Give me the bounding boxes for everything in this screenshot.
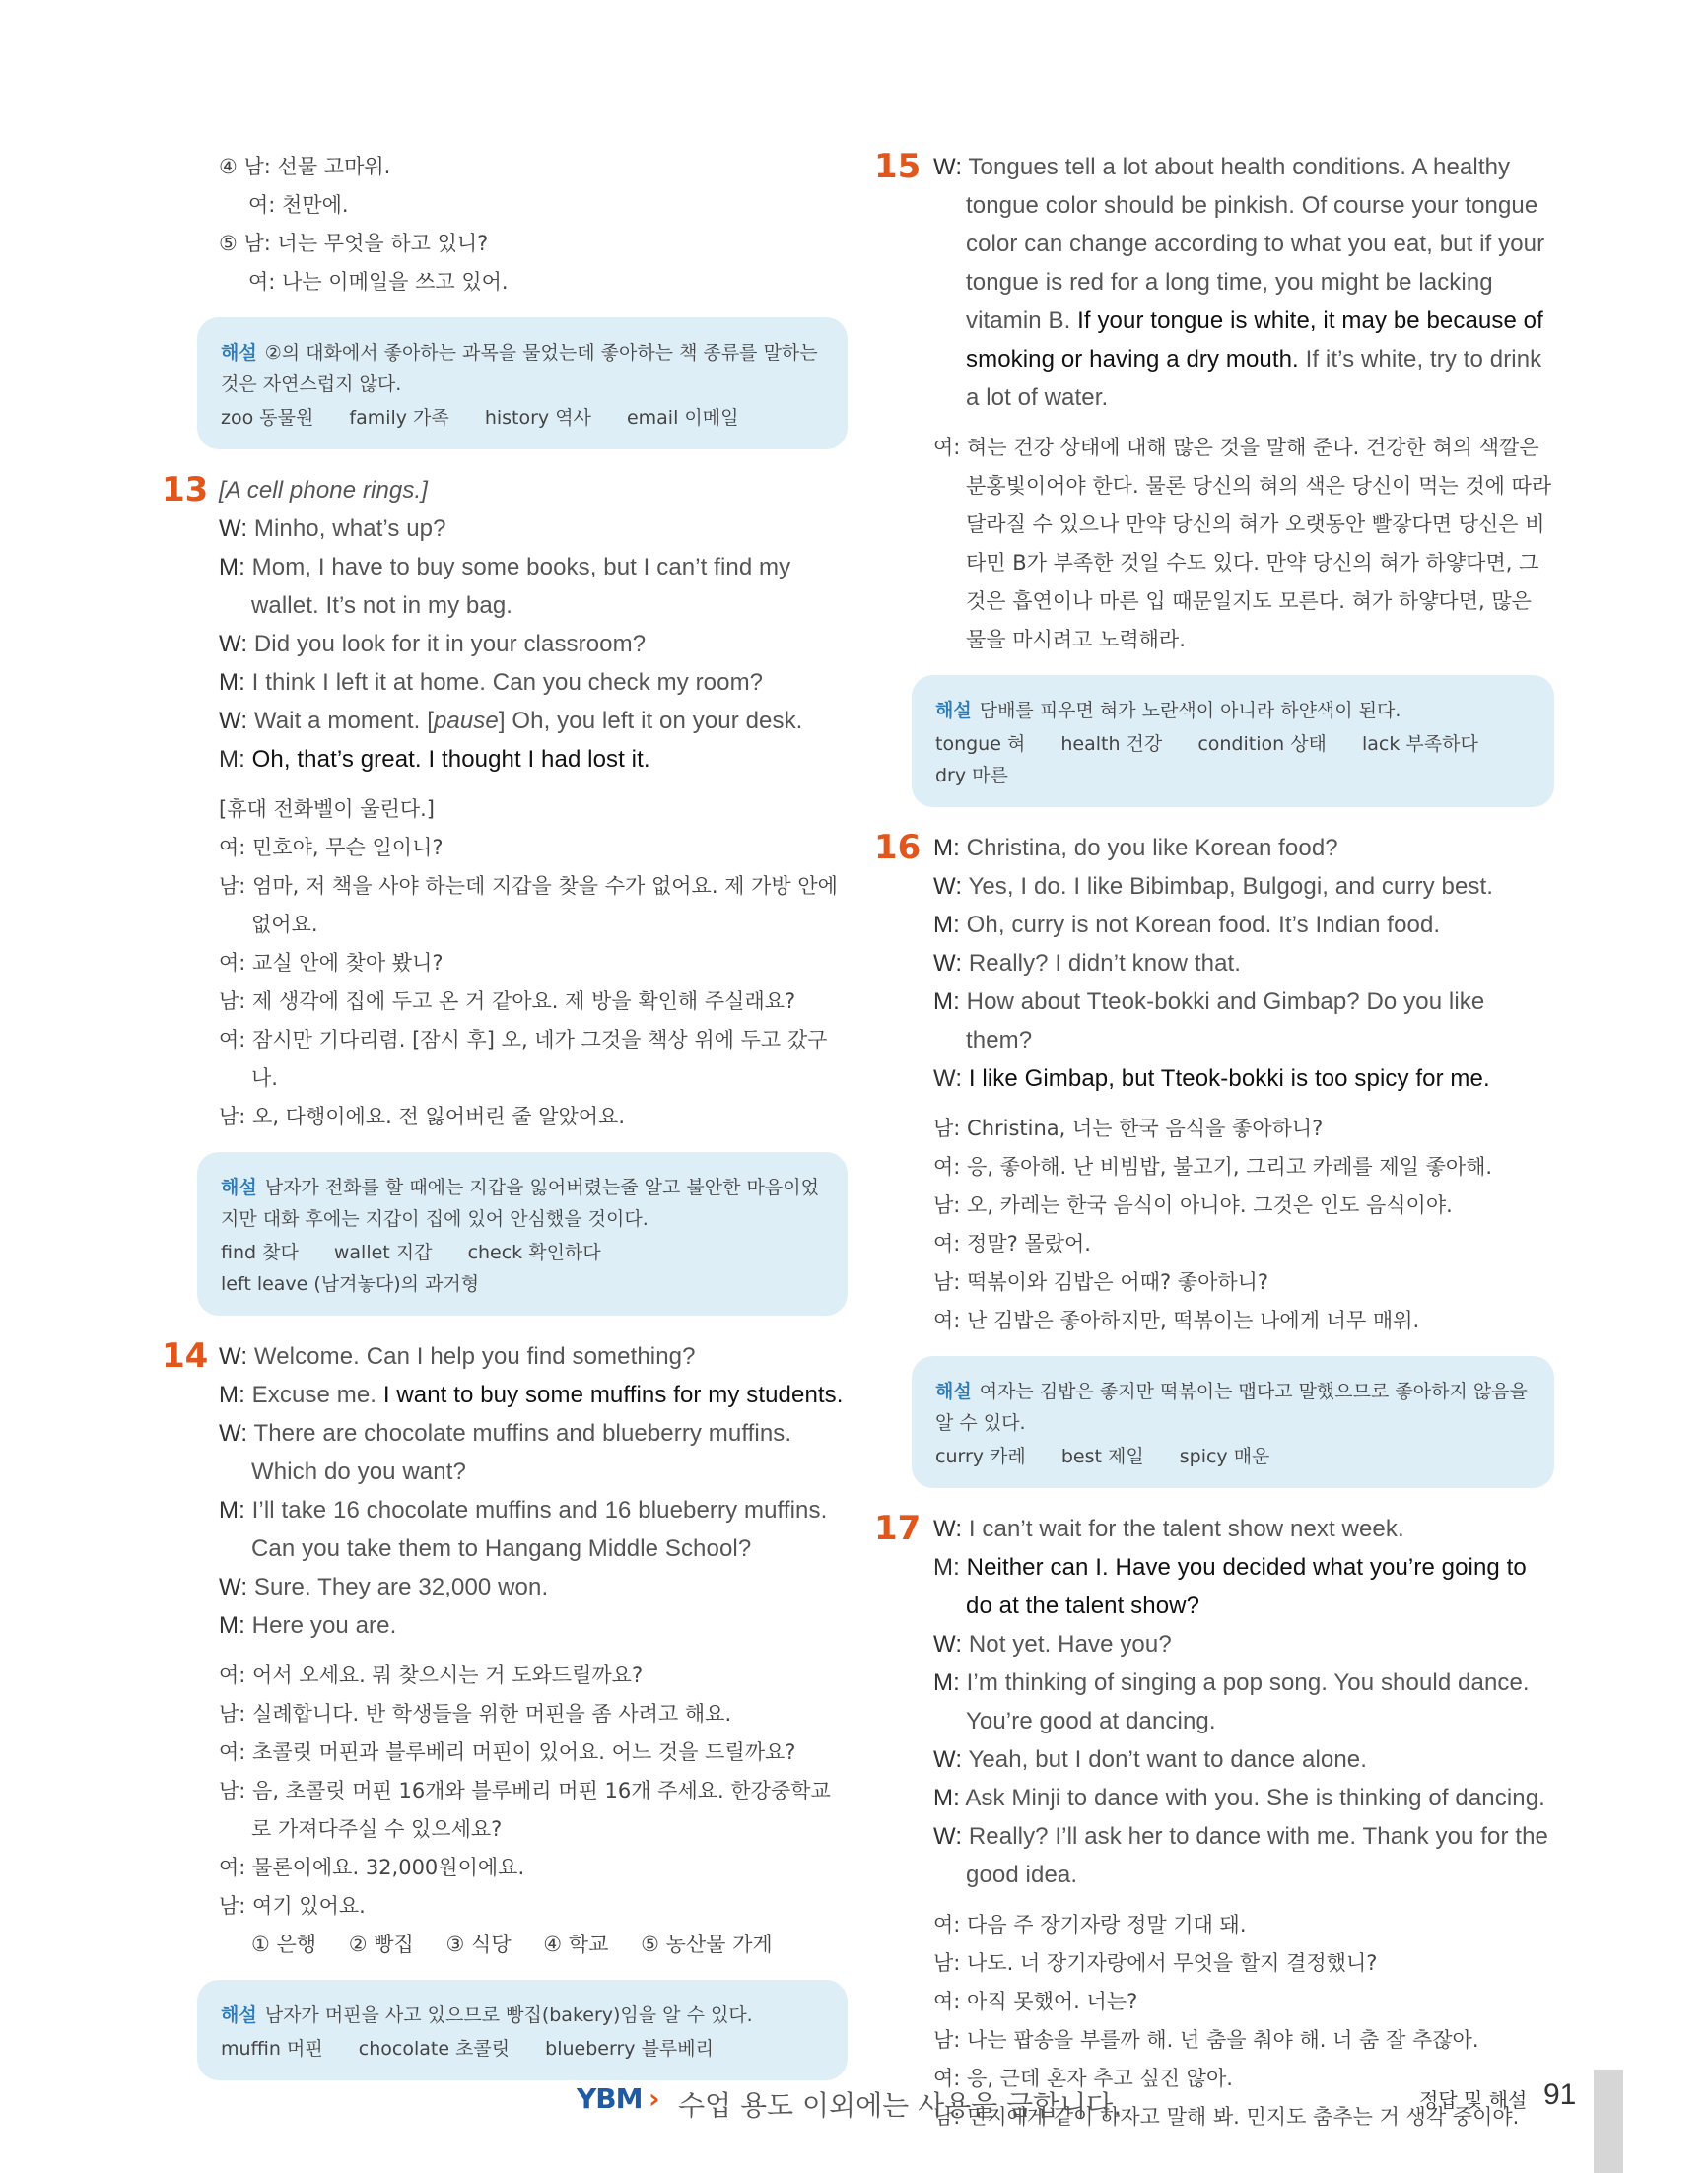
dialogue-line [933, 1510, 1554, 1548]
dialogue-line [933, 944, 1554, 983]
dialogue-line [219, 1568, 848, 1606]
explanation-box-13 [197, 1152, 848, 1316]
speaker-label: W: [219, 1343, 248, 1370]
dialogue-text: I’m thinking of singing a pop song. You should dance. You’re good at dancing. [966, 1669, 1530, 1734]
ybm-logo: YBM [577, 2082, 643, 2115]
q12-continuation [158, 148, 848, 302]
vocab-item: best 제일 [1060, 1446, 1144, 1467]
dialogue-line [933, 1779, 1554, 1817]
korean-line: 남: 오, 카레는 한국 음식이 아니야. 그것은 인도 음식이야. [933, 1193, 1453, 1217]
page-footer [0, 2065, 1708, 2124]
korean-line: ⑤ 남: 너는 무엇을 하고 있니? [219, 232, 489, 255]
stage-direction-inline: pause [433, 708, 499, 734]
question-number: 17 [874, 1509, 922, 1548]
speaker-label: W: [933, 1065, 963, 1092]
dialogue-text: Yes, I do. I like Bibimbap, Bulgogi, and curry best. [968, 873, 1494, 900]
dialogue-text: Sure. They are 32,000 won. [253, 1574, 549, 1600]
speaker-label: W: [933, 1631, 963, 1658]
dialogue-text: Minho, what’s up? [253, 515, 446, 542]
dialogue-line [933, 983, 1554, 1059]
speaker-label: M: [933, 912, 960, 938]
dialogue-line [219, 1606, 848, 1645]
vocab-item: muffin 머핀 [221, 2038, 323, 2060]
vocab-item: lack 부족하다 [1361, 733, 1478, 755]
explanation-tag: 해설 [935, 700, 972, 721]
question-number: 14 [162, 1336, 209, 1376]
korean-line: 여: 잠시만 기다리렴. [잠시 후] 오, 네가 그것을 책상 위에 두고 갔구나. [219, 1028, 828, 1090]
choice: ③ 식당 [445, 1933, 512, 1956]
dialogue-line [933, 1664, 1554, 1740]
vocab-item: family 가족 [349, 407, 449, 429]
choice: ④ 학교 [543, 1933, 609, 1956]
korean-line: 여: 응, 좋아해. 난 비빔밥, 불고기, 그리고 카레를 제일 좋아해. [933, 1155, 1493, 1179]
dialogue-text: Ask Minji to dance with you. She is thinking of dancing. [965, 1785, 1545, 1811]
korean-line: 남: 민지에게 같이 하자고 말해 봐. 민지도 춤추는 거 생각 중이야. [933, 2105, 1520, 2129]
vocab-list [935, 1441, 1531, 1472]
dialogue-text: Christina, do you like Korean food? [966, 835, 1338, 861]
speaker-label: W: [933, 1746, 963, 1773]
vocab-item: zoo 동물원 [221, 407, 314, 429]
dialogue-text: I think I left it at home. Can you check my room? [251, 669, 764, 696]
korean-line: 여: 나는 이메일을 쓰고 있어. [248, 270, 509, 294]
korean-line: 여: 교실 안에 찾아 봤니? [219, 951, 444, 975]
korean-line: 여: 응, 근데 혼자 추고 싶진 않아. [933, 2067, 1233, 2090]
korean-translation [219, 790, 848, 1136]
vocab-list [221, 2033, 824, 2065]
dialogue-text: Mom, I have to buy some books, but I can’t find my wallet. It’s not in my bag. [251, 554, 791, 619]
korean-line: [휴대 전화벨이 울린다.] [219, 797, 435, 821]
speaker-label: W: [933, 1823, 963, 1850]
speaker-label: W: [219, 1574, 248, 1600]
korean-line: 여: 민호야, 무슨 일이니? [219, 836, 444, 859]
explanation-tag: 해설 [221, 1177, 257, 1198]
dialogue-text: Wait a moment. [pause] Oh, you left it on your desk. [253, 708, 803, 734]
vocab-item: wallet 지갑 [333, 1242, 433, 1263]
korean-translation [933, 1110, 1554, 1340]
explanation-box-12 [197, 317, 848, 449]
explanation-text: 남자가 머핀을 사고 있으므로 빵집(bakery)임을 알 수 있다. [264, 2004, 753, 2026]
dialogue-line [219, 1337, 848, 1376]
question-17 [864, 1510, 1554, 2137]
stage-direction-text: [A cell phone rings.] [219, 477, 428, 504]
speaker-label: M: [219, 554, 245, 580]
dialogue-text: Did you look for it in your classroom? [253, 631, 647, 657]
speaker-label: M: [219, 1612, 245, 1639]
speaker-label: W: [219, 515, 248, 542]
korean-line: 여: 물론이에요. 32,000원이에요. [219, 1856, 525, 1879]
dialogue-text: Oh, curry is not Korean food. It’s Indian food. [966, 912, 1441, 938]
vocab-item: email 이메일 [626, 407, 739, 429]
dialogue-line [933, 867, 1554, 906]
speaker-label: M: [219, 746, 245, 773]
speaker-label: M: [219, 1497, 245, 1524]
korean-line: 여: 혀는 건강 상태에 대해 많은 것을 말해 준다. 건강한 혀의 색깔은 분홍빛이어야 한다. 물론 당신의 혀의 색은 당신이 먹는 것에 따라 달라질 수 있으나 만약 당신의 혀가 오랫동안 빨갛다면 당신은 비타민 B가 부족한 것일 수도 있다. 만약 당신의 혀가 하얗다면, 그것은 흡연이나 마른 입 때문일지도 모른다. 혀가 하얗다면, 많은 물을 마시려고 노력해라. [933, 436, 1552, 651]
left-column [158, 148, 848, 2102]
chevron-right-icon: › [649, 2082, 660, 2115]
korean-line: 여: 정말? 몰랐어. [933, 1232, 1091, 1256]
dialogue-emphasis: Neither can I. Have you decided what you’re going to do at the talent show? [966, 1554, 1527, 1619]
dialogue-line [933, 1740, 1554, 1779]
question-13 [158, 471, 848, 1316]
dialogue-emphasis: I want to buy some muffins for my students. [382, 1382, 844, 1408]
dialogue-line [933, 1548, 1554, 1625]
dialogue-text: Excuse me. [251, 1382, 383, 1408]
explanation-box-15 [912, 675, 1554, 807]
dialogue-line [933, 1817, 1554, 1894]
choice: ⑤ 농산물 가게 [641, 1933, 773, 1956]
vocab-item: dry 마른 [935, 765, 1008, 786]
dialogue-text: Welcome. Can I help you find something? [253, 1343, 696, 1370]
korean-line: 여: 천만에. [248, 193, 349, 217]
korean-line: 남: 나도. 너 장기자랑에서 무엇을 할지 결정했니? [933, 1951, 1378, 1975]
speaker-label: W: [219, 708, 248, 734]
stage-direction [219, 471, 848, 509]
korean-line: 남: 오, 다행이에요. 전 잃어버린 줄 알았어요. [219, 1105, 626, 1128]
dialogue-line [219, 625, 848, 663]
explanation-box-16 [912, 1356, 1554, 1488]
korean-line: 여: 어서 오세요. 뭐 찾으시는 거 도와드릴까요? [219, 1664, 644, 1687]
korean-line: 남: 음, 초콜릿 머핀 16개와 블루베리 머핀 16개 주세요. 한강중학교로 가져다주실 수 있으세요? [219, 1779, 831, 1841]
dialogue-text: How about Tteok-bokki and Gimbap? Do you like them? [966, 988, 1485, 1053]
explanation-text: ②의 대화에서 좋아하는 과목을 물었는데 좋아하는 책 종류를 말하는 것은 자연스럽지 않다. [221, 342, 818, 395]
explanation-text: 여자는 김밥은 좋지만 떡볶이는 맵다고 말했으므로 좋아하지 않음을 알 수 있다. [935, 1381, 1528, 1434]
right-column [864, 148, 1554, 2137]
speaker-label: M: [219, 1382, 245, 1408]
monologue-emphasis: If your tongue is white, it may be because of smoking or having a dry mouth. [966, 307, 1543, 373]
korean-line: 남: 엄마, 저 책을 사야 하는데 지갑을 찾을 수가 없어요. 제 가방 안에 없어요. [219, 874, 838, 936]
vocab-item: chocolate 초콜릿 [358, 2038, 511, 2060]
korean-line: 남: 제 생각에 집에 두고 온 거 같아요. 제 방을 확인해 주실래요? [219, 989, 796, 1013]
speaker-label: W: [933, 873, 963, 900]
question-16 [864, 829, 1554, 1488]
vocab-item: condition 상태 [1197, 733, 1327, 755]
dialogue-line [933, 906, 1554, 944]
dialogue-line [933, 829, 1554, 867]
explanation-tag: 해설 [221, 2004, 257, 2026]
speaker-label: M: [933, 1669, 960, 1696]
speaker-label: M: [219, 669, 245, 696]
question-number: 16 [874, 828, 922, 867]
korean-line: 남: 떡볶이와 김밥은 어때? 좋아하니? [933, 1270, 1269, 1294]
answer-choices [219, 1926, 848, 1964]
speaker-label: M: [933, 988, 960, 1015]
korean-translation [219, 1657, 848, 1926]
korean-line: 여: 난 김밥은 좋아하지만, 떡볶이는 나에게 너무 매워. [933, 1309, 1420, 1332]
monologue-text: Tongues tell a lot about health conditions. A healthy tongue color should be pinkish. Of course your tongue color can change according to what you eat, but if your tongue is red for a long time, you might be lacking vitamin B. [966, 154, 1545, 334]
choice: ② 빵집 [348, 1933, 414, 1956]
page-edge-tab [1594, 2070, 1623, 2173]
monologue [933, 148, 1554, 417]
speaker-label: M: [933, 835, 960, 861]
question-15 [864, 148, 1554, 807]
dialogue-text: Not yet. Have you? [968, 1631, 1172, 1658]
korean-line: 여: 다음 주 장기자랑 정말 기대 돼. [933, 1913, 1247, 1936]
dialogue-text: There are chocolate muffins and blueberry muffins. Which do you want? [251, 1420, 792, 1485]
vocab-item: tongue 혀 [935, 733, 1026, 755]
korean-line: 남: Christina, 너는 한국 음식을 좋아하니? [933, 1117, 1324, 1140]
dialogue-text: Oh, that’s great. I thought I had lost it. [251, 746, 650, 773]
korean-line: ④ 남: 선물 고마워. [219, 155, 391, 178]
question-number: 13 [162, 470, 209, 509]
dialogue-text: Really? I’ll ask her to dance with me. Thank you for the good idea. [966, 1823, 1548, 1888]
vocab-item: find 찾다 [221, 1242, 299, 1263]
dialogue-line [219, 1414, 848, 1491]
section-label: 정답 및 해설 [1419, 2088, 1528, 2112]
dialogue-text: Yeah, but I don’t want to dance alone. [968, 1746, 1367, 1773]
question-14 [158, 1337, 848, 2080]
speaker-label: W: [933, 1516, 963, 1542]
dialogue-text: Really? I didn’t know that. [968, 950, 1242, 977]
question-number: 15 [874, 147, 922, 186]
monologue-text: If it’s white, try to drink a lot of water. [966, 346, 1542, 411]
korean-line: 여: 초콜릿 머핀과 블루베리 머핀이 있어요. 어느 것을 드릴까요? [219, 1740, 796, 1764]
vocab-list [935, 728, 1531, 791]
dialogue-line [933, 1059, 1554, 1098]
explanation-text: 남자가 전화를 할 때에는 지갑을 잃어버렸는줄 알고 불안한 마음이었지만 대화 후에는 지갑이 집에 있어 안심했을 것이다. [221, 1177, 819, 1230]
vocab-list [221, 402, 824, 434]
korean-line: 남: 여기 있어요. [219, 1894, 366, 1918]
dialogue-text: Here you are. [251, 1612, 397, 1639]
explanation-text: 담배를 피우면 혀가 노란색이 아니라 하얀색이 된다. [979, 700, 1401, 721]
speaker-label: W: [219, 1420, 248, 1447]
vocab-item: blueberry 블루베리 [545, 2038, 714, 2060]
dialogue-line [219, 509, 848, 548]
speaker-label: W: [933, 950, 963, 977]
explanation-tag: 해설 [221, 342, 257, 364]
dialogue-text: I can’t wait for the talent show next week. [968, 1516, 1404, 1542]
korean-line: 남: 실례합니다. 반 학생들을 위한 머핀을 좀 사려고 해요. [219, 1702, 732, 1726]
choice: ① 은행 [251, 1933, 317, 1956]
dialogue-emphasis: I like Gimbap, but Tteok-bokki is too spicy for me. [968, 1065, 1490, 1092]
explanation-tag: 해설 [935, 1381, 972, 1402]
dialogue-line [219, 663, 848, 702]
speaker-label: W: [219, 631, 248, 657]
vocab-item: left leave (남겨놓다)의 과거형 [221, 1273, 480, 1295]
vocab-list [221, 1237, 824, 1300]
speaker-label: M: [933, 1554, 960, 1581]
vocab-item: history 역사 [484, 407, 591, 429]
korean-translation [933, 429, 1554, 659]
dialogue-line [933, 1625, 1554, 1664]
vocab-item: curry 카레 [935, 1446, 1026, 1467]
speaker-label: M: [933, 1785, 960, 1811]
dialogue-line [219, 1491, 848, 1568]
vocab-item: check 확인하다 [467, 1242, 601, 1263]
dialogue-line [219, 1376, 848, 1414]
page-number: 91 [1543, 2078, 1577, 2111]
vocab-item: health 건강 [1060, 733, 1163, 755]
speaker-label: W: [933, 154, 963, 180]
vocab-item: spicy 매운 [1179, 1446, 1270, 1467]
dialogue-text: I’ll take 16 chocolate muffins and 16 blueberry muffins. Can you take them to Hangang Middle School? [251, 1497, 828, 1562]
dialogue-line [219, 740, 848, 779]
korean-line: 남: 나는 팝송을 부를까 해. 넌 춤을 춰야 해. 너 춤 잘 추잖아. [933, 2028, 1479, 2052]
dialogue-line [219, 702, 848, 740]
korean-line: 여: 아직 못했어. 너는? [933, 1990, 1138, 2013]
dialogue-line [219, 548, 848, 625]
usage-notice: 수업 용도 이외에는 사용을 금합니다. [678, 2089, 1123, 2122]
